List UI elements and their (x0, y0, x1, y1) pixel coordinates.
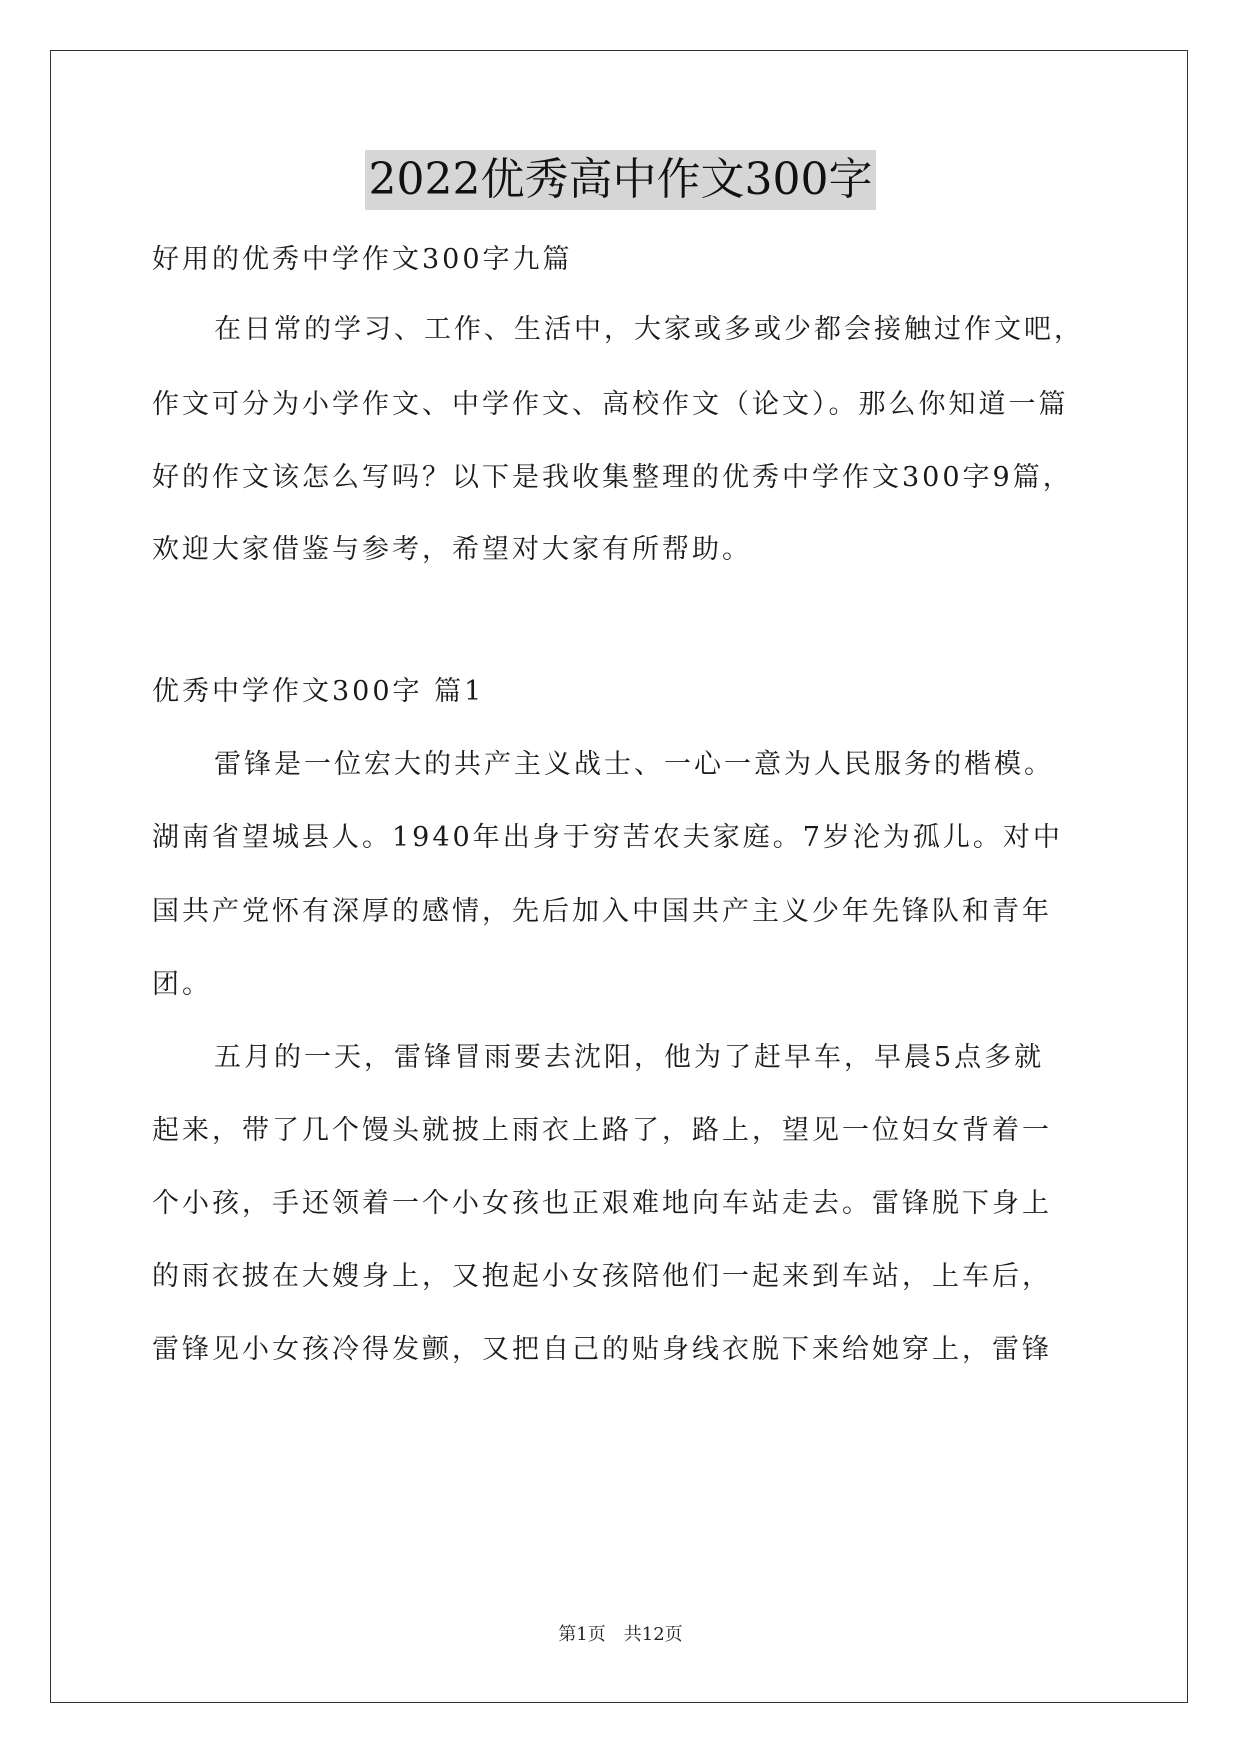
paragraph-line: 个小孩，手还领着一个小女孩也正艰难地向车站走去。雷锋脱下身上 (152, 1188, 1052, 1219)
title-container (0, 150, 1241, 210)
subtitle: 好用的优秀中学作文300字九篇 (152, 244, 573, 275)
intro-line: 欢迎大家借鉴与参考，希望对大家有所帮助。 (152, 534, 752, 565)
intro-line: 好的作文该怎么写吗？以下是我收集整理的优秀中学作文300字9篇， (152, 462, 1073, 493)
section-heading: 优秀中学作文300字 篇1 (152, 676, 485, 707)
paragraph-line: 的雨衣披在大嫂身上，又抱起小女孩陪他们一起来到车站，上车后， (152, 1261, 1052, 1292)
paragraph-line: 雷锋是一位宏大的共产主义战士、一心一意为人民服务的楷模。 (214, 749, 1054, 780)
document-title: 2022优秀高中作文300字 (365, 150, 877, 210)
paragraph-line: 国共产党怀有深厚的感情，先后加入中国共产主义少年先锋队和青年 (152, 896, 1052, 927)
paragraph-line: 团。 (152, 969, 212, 1000)
paragraph-line: 起来，带了几个馒头就披上雨衣上路了，路上，望见一位妇女背着一 (152, 1115, 1052, 1146)
page-footer (0, 1620, 1241, 1646)
page-total: 共12页 (623, 1624, 683, 1645)
paragraph-line: 五月的一天，雷锋冒雨要去沈阳，他为了赶早车，早晨5点多就 (214, 1042, 1045, 1073)
page-number: 第1页 (558, 1624, 606, 1645)
intro-line: 作文可分为小学作文、中学作文、高校作文（论文）。那么你知道一篇 (152, 389, 1069, 420)
paragraph-line: 雷锋见小女孩冷得发颤，又把自己的贴身线衣脱下来给她穿上，雷锋 (152, 1334, 1052, 1365)
intro-line: 在日常的学习、工作、生活中，大家或多或少都会接触过作文吧， (214, 314, 1084, 345)
page-border (50, 50, 1188, 1703)
paragraph-line: 湖南省望城县人。1940年出身于穷苦农夫家庭。7岁沦为孤儿。对中 (152, 822, 1063, 853)
